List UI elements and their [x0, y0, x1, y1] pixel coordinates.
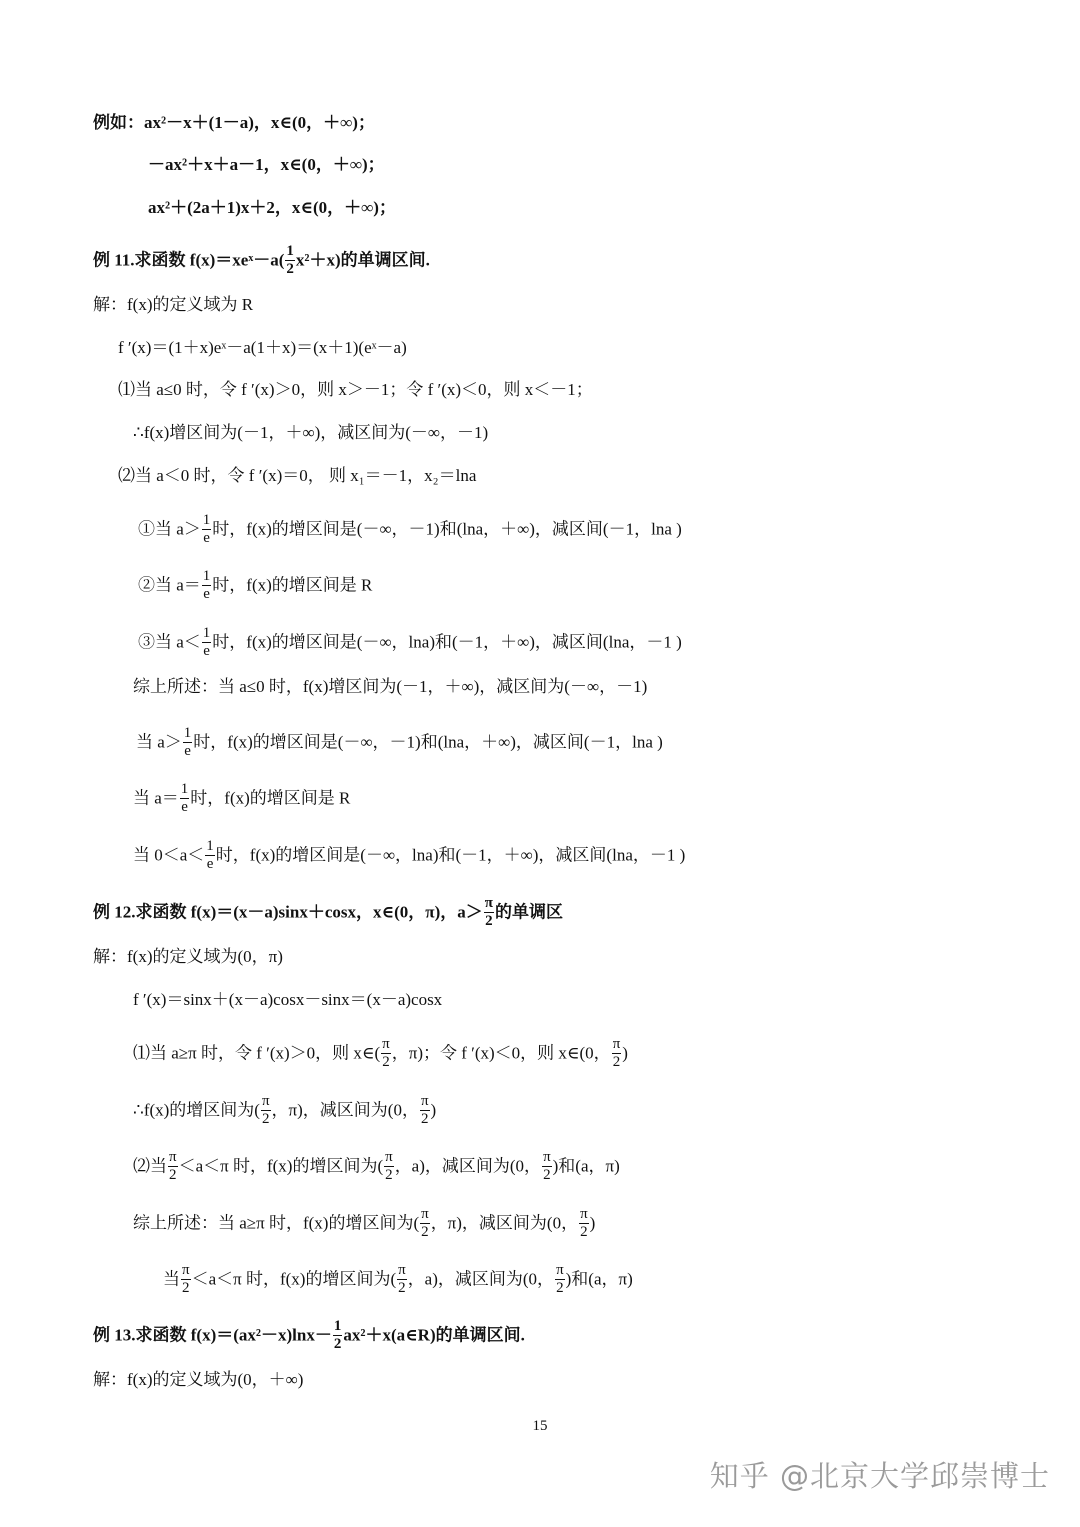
watermark: 知乎 @北京大学邱崇博士 — [709, 1459, 1050, 1493]
page-number: 15 — [532, 1418, 548, 1434]
derivative-12: f ′(x)＝sinx＋(x－a)cosx－sinx＝(x－a)cosx — [133, 990, 443, 1009]
subcase-1-11: ①当 a＞ $\frac{1}{e}$ 时，f(x)的增区间是(－∞，－1)和(lna，＋∞)，减区间(－1，lna ) — [138, 512, 682, 546]
example-12-heading: 例 12.求函数 f(x)＝(x－a)sinx＋cosx，x∈(0，π)，a＞ $\frac{\pi}{2}$ 的单调区 — [93, 895, 563, 929]
example-13-heading: 例 13.求函数 f(x)＝(ax²－x)lnx－ $\frac{1}{2}$ ax²＋x(a∈R)的单调区间. — [93, 1318, 525, 1352]
summary-1-11: 综上所述：当 a≤0 时，f(x)增区间为(－1，＋∞)，减区间为(－∞，－1) — [133, 677, 648, 696]
summary-2-12: 当 $\frac{\pi}{2}$ ＜a＜π 时，f(x)的增区间为( $\frac{\pi}{2}$ ，a)，减区间为(0， $\frac{\pi}{2}$ )和(a，π) — [163, 1262, 633, 1296]
subcase-3-11: ③当 a＜ $\frac{1}{e}$ 时，f(x)的增区间是(－∞，lna)和(－1，＋∞)，减区间(lna，－1 ) — [138, 625, 682, 659]
case-2-12: ⑵当 $\frac{\pi}{2}$ ＜a＜π 时，f(x)的增区间为( $\frac{\pi}{2}$ ，a)，减区间为(0， $\frac{\pi}{2}$ )和(a，π) — [133, 1149, 620, 1183]
summary-2-11: 当 a＞ $\frac{1}{e}$ 时，f(x)的增区间是(－∞，－1)和(lna，＋∞)，减区间(－1，lna ) — [136, 725, 663, 759]
derivative-11: f ′(x)＝(1＋x)eˣ－a(1＋x)＝(x＋1)(eˣ－a) — [118, 338, 407, 357]
summary-3-11: 当 a＝ $\frac{1}{e}$ 时，f(x)的增区间是 R — [133, 781, 351, 815]
example-intro-line-1: 例如：ax²－x＋(1－a)，x∈(0，＋∞)； — [93, 113, 375, 132]
case-1-12: ⑴当 a≥π 时，令 f ′(x)＞0，则 x∈( $\frac{\pi}{2}$ ，π)；令 f ′(x)＜0，则 x∈(0， $\frac{\pi}{2}$ ) — [133, 1036, 628, 1070]
case-1-11: ⑴当 a≤0 时，令 f ′(x)＞0，则 x＞－1；令 f ′(x)＜0，则 x＜－1； — [118, 380, 593, 399]
example-intro-line-3: ax²＋(2a＋1)x＋2，x∈(0，＋∞)； — [148, 198, 396, 217]
summary-4-11: 当 0＜a＜ $\frac{1}{e}$ 时，f(x)的增区间是(－∞，lna)和(－1，＋∞)，减区间(lna，－1 ) — [133, 838, 686, 872]
solution-domain-13: 解：f(x)的定义域为(0，＋∞) — [93, 1370, 304, 1389]
summary-1-12: 综上所述：当 a≥π 时，f(x)的增区间为( $\frac{\pi}{2}$ ，π)，减区间为(0， $\frac{\pi}{2}$ ) — [133, 1206, 596, 1240]
solution-domain-12: 解：f(x)的定义域为(0，π) — [93, 947, 283, 966]
case-1-result-12: ∴f(x)的增区间为( $\frac{\pi}{2}$ ，π)，减区间为(0， $\frac{\pi}{2}$ ) — [133, 1093, 437, 1127]
example-11-heading: 例 11.求函数 f(x)＝xeˣ－a( $\frac{1}{2}$ x²＋x)的单调区间. — [93, 243, 430, 277]
case-1-result-11: ∴f(x)增区间为(－1，＋∞)，减区间为(－∞，－1) — [133, 423, 489, 442]
example-intro-line-2: －ax²＋x＋a－1，x∈(0，＋∞)； — [148, 155, 385, 174]
subcase-2-11: ②当 a＝ $\frac{1}{e}$ 时，f(x)的增区间是 R — [138, 568, 373, 602]
case-2-11: ⑵当 a＜0 时，令 f ′(x)＝0， 则 x₁＝－1，x₂＝lna — [118, 466, 477, 485]
solution-domain-11: 解：f(x)的定义域为 R — [93, 295, 254, 314]
